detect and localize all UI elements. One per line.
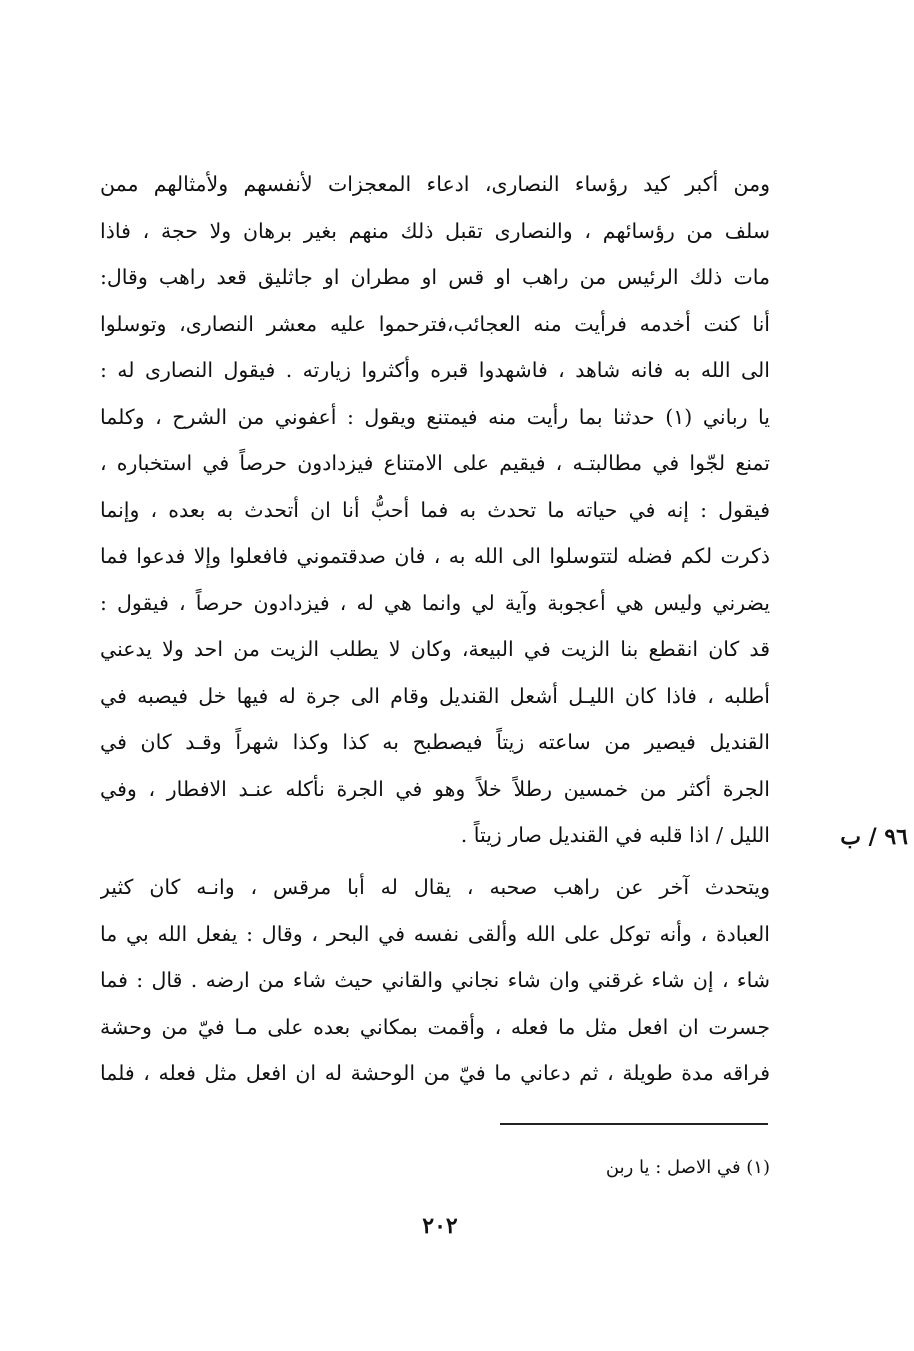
text-line: ويتحدث آخر عن راهب صحبه ، يقال له أبا مرقس ، وانـه كان كثير (100, 875, 770, 899)
text-line: يا رباني (١) حدثنا بما رأيت منه فيمتنع ويقول : أعفوني من الشرح ، وكلما (100, 404, 770, 429)
text-line: قد كان انقطع بنا الزيت في البيعة، وكان لا يطلب الزيت من احد ولا يدعني (100, 637, 770, 661)
paragraph-1 (100, 161, 770, 859)
text-line: الجرة أكثر من خمسين رطلاً خلاً وهو في الجرة نأكله عنـد الافطار ، وفي (100, 776, 770, 801)
text-line: تمنع لجّوا في مطالبتـه ، فيقيم على الامتناع فيزدادون حرصاً في استخباره ، (100, 451, 770, 475)
text-line: سلف من رؤسائهم ، والنصارى تقبل ذلك منهم بغير برهان ولا حجة ، فاذا (100, 218, 770, 243)
text-line: ذكرت لكم فضله لتتوسلوا الى الله به ، فان صدقتموني فافعلوا وإلا فدعوا فما (100, 544, 770, 568)
text-line: شاء ، إن شاء غرقني وان شاء نجاني والقاني حيث شاء من ارضه . قال : فما (100, 968, 770, 992)
text-line: العبادة ، وأنه توكل على الله وألقى نفسه في البحر ، وقال : يفعل الله بي ما (100, 921, 770, 946)
footnote-divider (500, 1123, 768, 1125)
text-line: مات ذلك الرئيس من راهب او قس او مطران او جاثليق قعد راهب وقال: (100, 265, 770, 289)
text-line: فيقول : إنه في حياته ما تحدث به فما أحبُّ أنا ان أتحدث به بعده ، وإنما (100, 497, 770, 522)
text-line: أنا كنت أخدمه فرأيت منه العجائب،فترحموا عليه معشر النصارى، وتوسلوا (100, 311, 770, 336)
footnote: (١) في الاصل : يا ربن (605, 1157, 770, 1178)
text-line: أطلبه ، فاذا كان الليـل أشعل القنديل وقام الى جرة له فيها خل فيصبه في (100, 683, 770, 708)
paragraph-2 (100, 864, 770, 1097)
folio-margin-note: ٩٦ / ب (840, 824, 908, 850)
text-line: الليل / اذا قلبه في القنديل صار زيتاً . (460, 823, 770, 847)
text-line: يضرني وليس هي أعجوبة وآية لي وانما هي له ، فيزدادون حرصاً ، فيقول : (100, 590, 770, 615)
text-line: فراقه مدة طويلة ، ثم دعاني ما فيّ من الوحشة له ان افعل مثل فعله ، فلما (100, 1061, 770, 1085)
text-line: الى الله به فانه شاهد ، فاشهدوا قبره وأكثروا زيارته . فيقول النصارى له : (100, 358, 770, 382)
text-line: ومن أكبر كيد رؤساء النصارى، ادعاء المعجزات لأنفسهم ولأمثالهم ممن (100, 172, 770, 196)
text-line: القنديل فيصير من ساعته زيتاً فيصطبح به كذا وكذا شهراً وقـد كان في (100, 730, 770, 754)
page-number: ٢٠٢ (422, 1213, 458, 1239)
text-line: جسرت ان افعل مثل ما فعله ، وأقمت بمكاني بعده على مـا فيّ من وحشة (100, 1014, 770, 1039)
